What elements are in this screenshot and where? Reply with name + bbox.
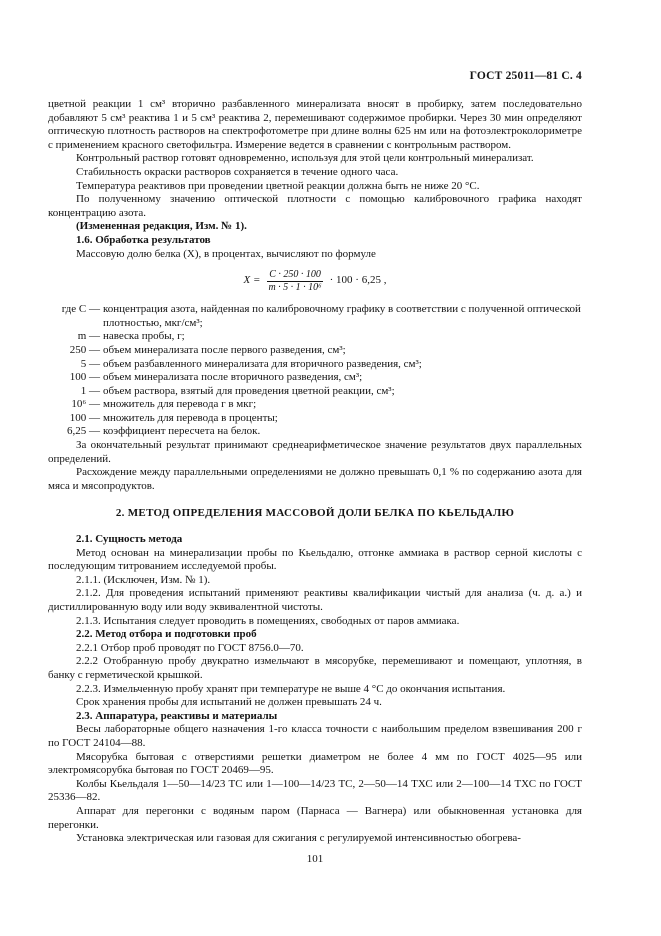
document-page — [48, 0, 582, 936]
definition-text: множитель для перевода г в мкг; — [103, 398, 257, 411]
paragraph: Срок хранения пробы для испытаний не должен превышать 24 ч. — [76, 696, 382, 709]
formula-fraction — [266, 269, 323, 294]
definition-text: объем минерализата после первого разведения, см³; — [103, 343, 346, 356]
paragraph: 2.2.1 Отбор проб проводят по ГОСТ 8756.0—70. — [76, 641, 304, 654]
definition-symbol: 100 — — [69, 411, 100, 424]
amendment-note: (Измененная редакция, Изм. № 1). — [76, 220, 247, 233]
paragraph: Стабильность окраски растворов сохраняется в течение одного часа. — [76, 165, 399, 178]
definition-text: коэффициент пересчета на белок. — [103, 425, 261, 438]
section-title: 2. МЕТОД ОПРЕДЕЛЕНИЯ МАССОВОЙ ДОЛИ БЕЛКА ПО КЬЕЛЬДАЛЮ — [115, 507, 515, 520]
subsection-heading: 2.3. Аппаратура, реактивы и материалы — [76, 709, 278, 722]
definition-row — [48, 344, 582, 358]
definition-row — [48, 412, 582, 426]
paragraph: 2.2.2 Отобранную пробу двукратно измельчают в мясорубке, перемешивают и помещают, уплотняя, в банку с герметической крышкой. — [48, 655, 582, 681]
page-header: ГОСТ 25011—81 С. 4 — [469, 70, 582, 82]
formula-rhs: · 100 · 6,25 , — [329, 274, 387, 287]
definition-text: множитель для перевода в проценты; — [103, 411, 278, 424]
paragraph: цветной реакции 1 см³ вторично разбавленного минерализата вносят в пробирку, затем последовательно добавляют 5 см³ реактива 1 и 5 см³ реактива 2, перемешивают содержимое пробирки. Через 30 мин определяют оптическую плотность растворов на спектрофотометре при длине волны 625 нм или на фотоэлектроколориметре с применением красного светофильтра. Измерение ведется в сравнении с контрольным раствором. — [48, 98, 582, 151]
definition-row — [48, 425, 582, 439]
definition-row — [48, 330, 582, 344]
page-content — [48, 98, 582, 846]
paragraph: Весы лабораторные общего назначения 1-го класса точности с наибольшим пределом взвешивания 200 г по ГОСТ 24104—88. — [48, 723, 582, 749]
paragraph: Аппарат для перегонки с водяным паром (Парнаса — Вагнера) или обыкновенная установка для перегонки. — [48, 804, 582, 831]
definition-row — [48, 398, 582, 412]
definition-symbol: 1 — — [80, 384, 100, 397]
definition-symbol: 10⁶ — — [71, 398, 100, 411]
paragraph: Расхождение между параллельными определениями не должно превышать 0,1 % по содержанию азота для мяса и мясопродуктов. — [48, 466, 582, 492]
formula-denominator: m · 5 · 1 · 10⁶ — [268, 281, 322, 293]
paragraph: Установка электрическая или газовая для сжигания с регулируемой интенсивностью обогрева- — [76, 832, 521, 845]
definition-text: навеска пробы, г; — [103, 330, 185, 343]
definition-symbol: 5 — — [80, 357, 100, 370]
definition-symbol: m — — [77, 330, 100, 343]
paragraph: 2.1.1. (Исключен, Изм. № 1). — [76, 573, 211, 586]
paragraph: 2.1.2. Для проведения испытаний применяют реактивы квалификации чистый для анализа (ч. д. а.) и дистиллированную воду или воду эквивалентной чистоты. — [48, 587, 582, 613]
formula-lhs: X = — [243, 274, 261, 287]
paragraph: Температура реактивов при проведении цветной реакции должна быть не ниже 20 °С. — [76, 179, 480, 192]
paragraph: По полученному значению оптической плотности с помощью калибровочного графика находят концентрацию азота. — [48, 193, 582, 219]
definition-symbol: 6,25 — — [67, 425, 100, 438]
definition-text: объем разбавленного минерализата для вторичного разведения, см³; — [103, 357, 422, 370]
definition-symbol: где C — — [61, 303, 100, 316]
definition-row — [48, 303, 582, 330]
protein-formula — [48, 265, 582, 297]
paragraph: Мясорубка бытовая с отверстиями решетки диаметром не более 4 мм по ГОСТ 4025—95 или электромясорубка бытовая по ГОСТ 20469—95. — [48, 750, 582, 777]
subsection-heading: 1.6. Обработка результатов — [76, 233, 211, 246]
subsection-heading: 2.2. Метод отбора и подготовки проб — [76, 628, 257, 641]
definition-text: объем минерализата после вторичного разведения, см³; — [103, 371, 363, 384]
definition-text: концентрация азота, найденная по калибровочному графику в соответствии с полученной оптической плотностью, мкг/см³; — [103, 303, 581, 329]
formula-numerator: C · 250 · 100 — [269, 268, 321, 280]
paragraph: За окончательный результат принимают среднеарифметическое значение результатов двух параллельных определений. — [48, 439, 582, 465]
paragraph: Метод основан на минерализации пробы по Кьельдалю, отгонке аммиака в раствор серной кислоты с последующим титрованием исследуемой пробы. — [48, 546, 582, 573]
paragraph: Контрольный раствор готовят одновременно, используя для этой цели контрольный минерализат. — [76, 152, 534, 165]
definition-row — [48, 358, 582, 372]
paragraph: Колбы Кьельдаля 1—50—14/23 ТС или 1—100—14/23 ТС, 2—50—14 ТХС или 2—100—14 ТХС по ГОСТ 25336—82. — [48, 777, 582, 804]
definition-row — [48, 385, 582, 399]
definition-row — [48, 371, 582, 385]
page-number: 101 — [306, 853, 324, 865]
variable-definitions — [48, 303, 582, 439]
paragraph: 2.2.3. Измельченную пробу хранят при температуре не выше 4 °С до окончания испытания. — [76, 682, 506, 695]
paragraph: 2.1.3. Испытания следует проводить в помещениях, свободных от паров аммиака. — [76, 614, 460, 627]
definition-symbol: 250 — — [69, 343, 100, 356]
definition-text: объем раствора, взятый для проведения цветной реакции, см³; — [103, 384, 395, 397]
definition-symbol: 100 — — [69, 371, 100, 384]
subsection-heading: 2.1. Сущность метода — [76, 533, 183, 546]
paragraph: Массовую долю белка (X), в процентах, вычисляют по формуле — [76, 247, 376, 260]
